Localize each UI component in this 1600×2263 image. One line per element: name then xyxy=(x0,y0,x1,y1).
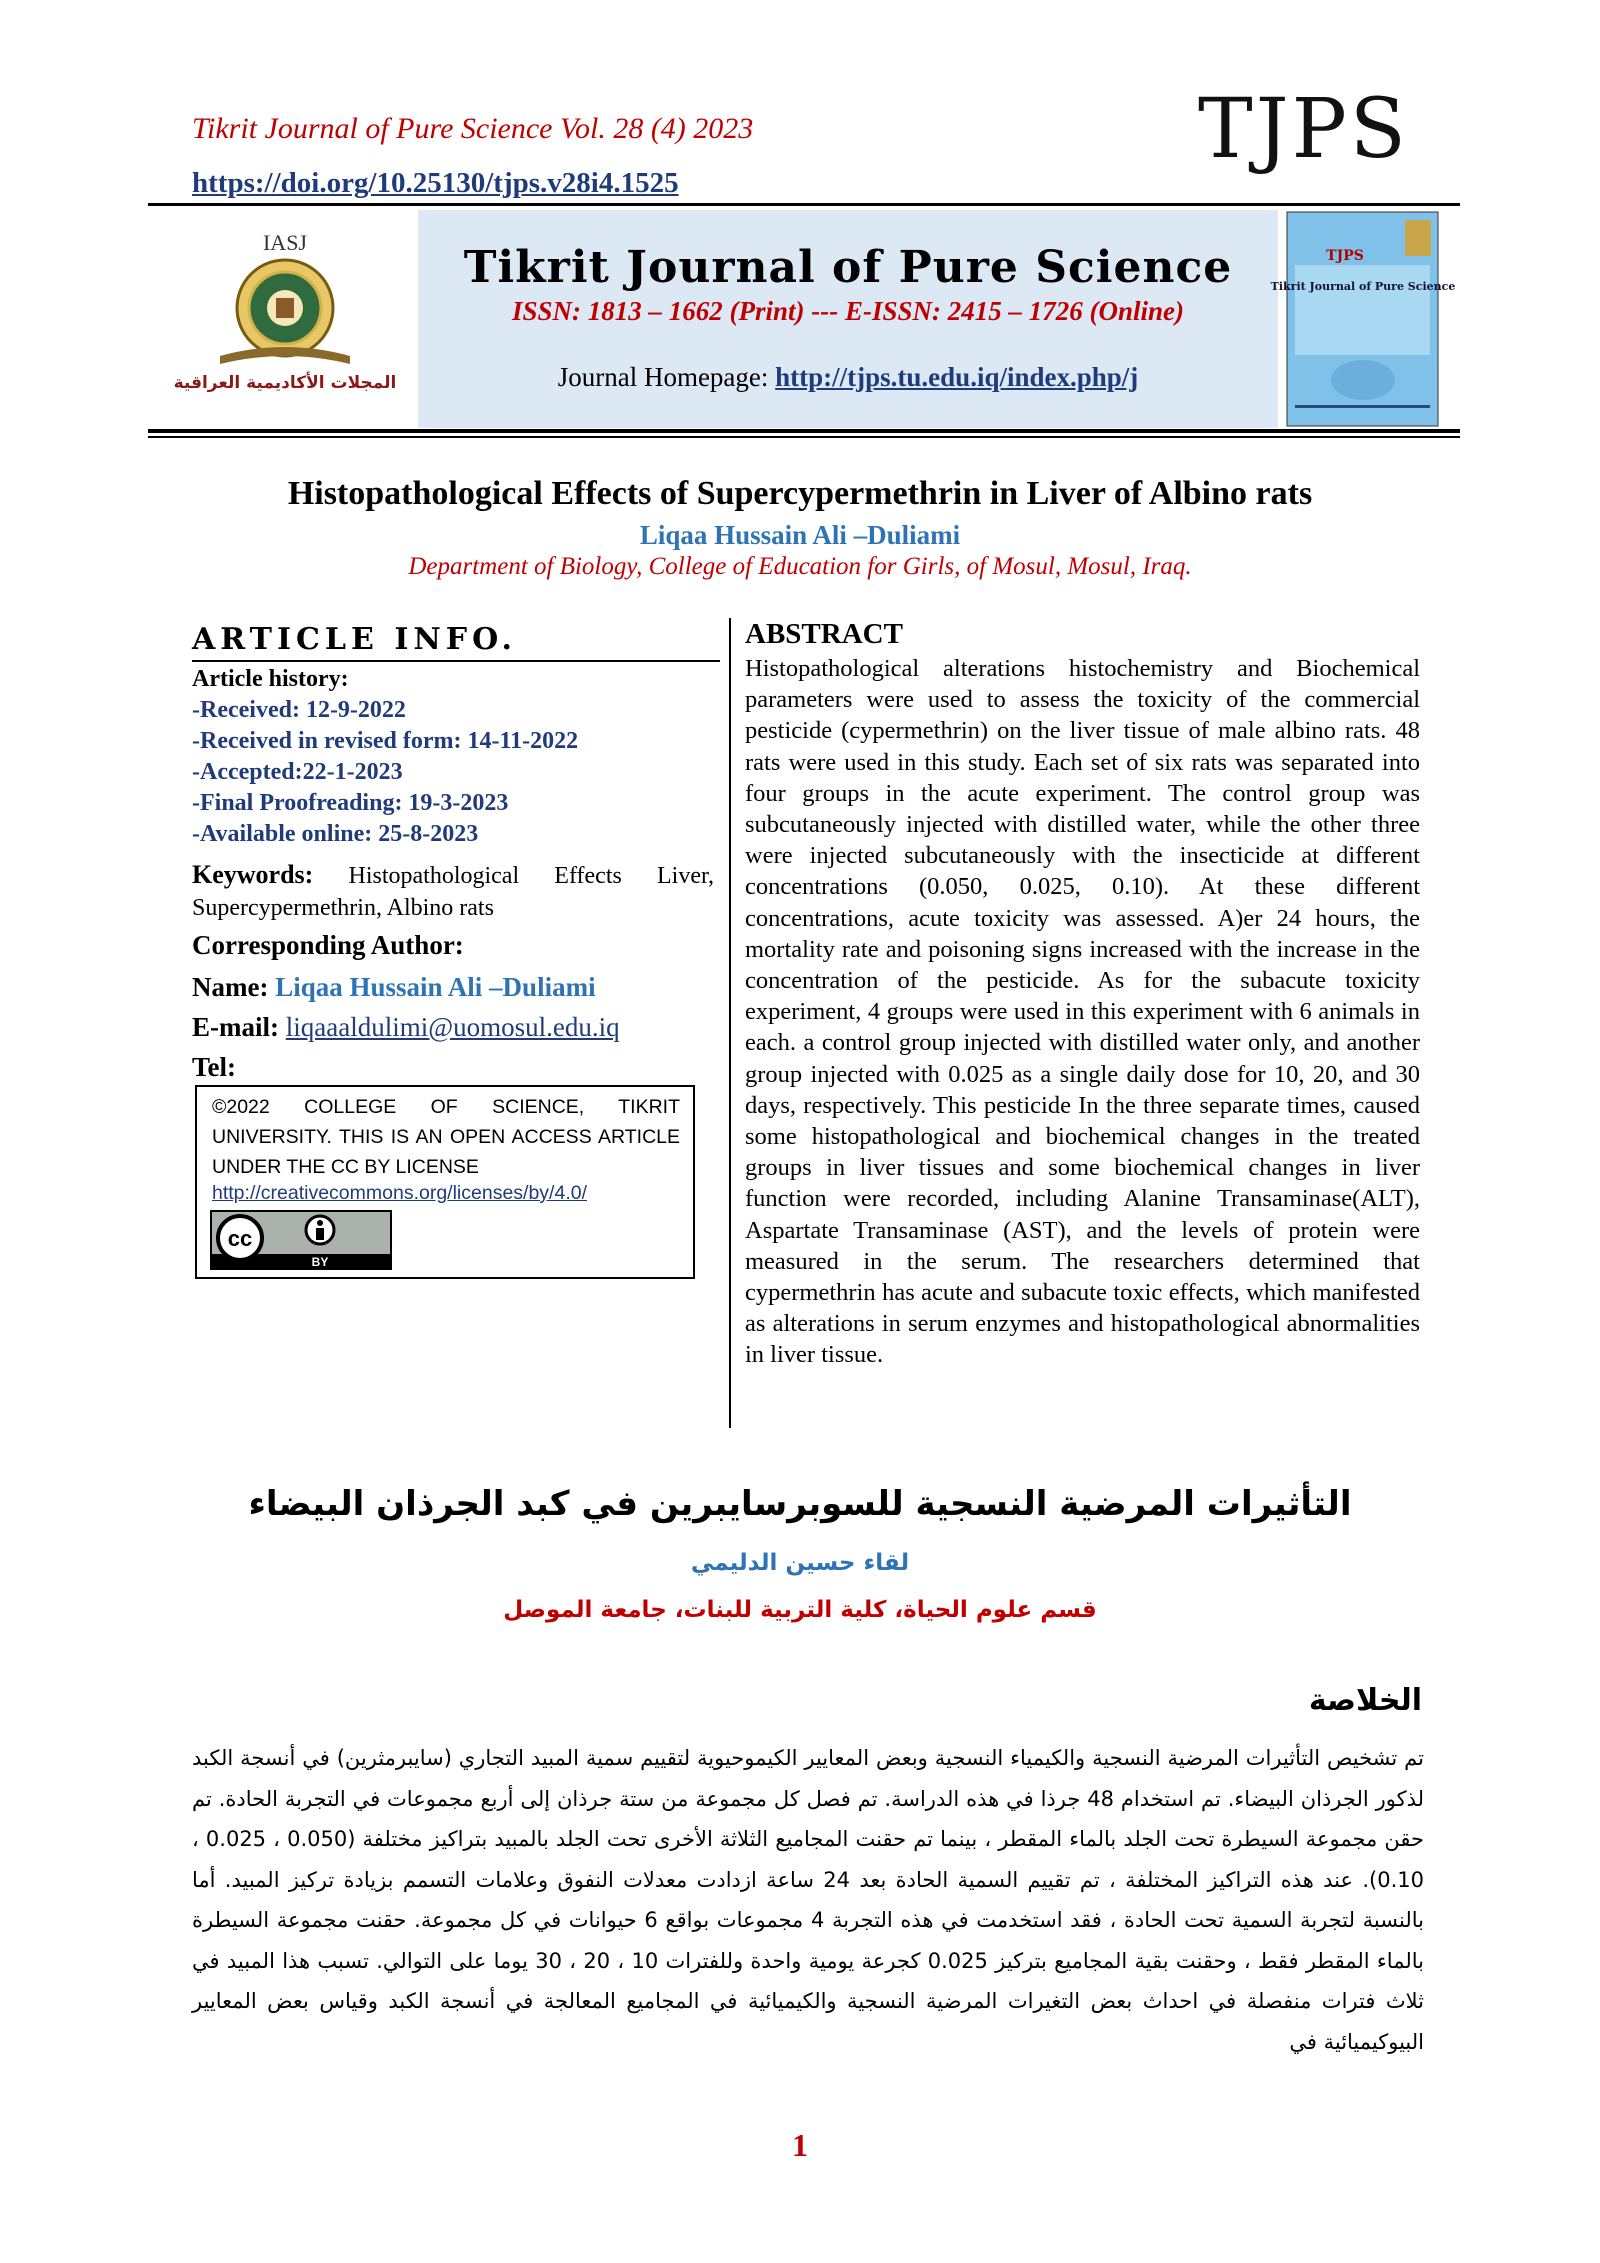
tel-label: Tel: xyxy=(192,1052,237,1082)
iasj-label: IASJ xyxy=(262,230,308,255)
name-value: Liqaa Hussain Ali –Duliami xyxy=(275,972,596,1002)
arabic-abstract-text: تم تشخيص التأثيرات المرضية النسجية والكيمياء النسجية وبعض المعايير الكيموحيوية لتقييم سمية المبيد التجاري (سايبرمثرين) في أنسجة الكبد لذكور الجرذان البيضاء. تم استخدام 48 جرذا في هذه الدراسة. تم فصل كل مجموعة من ستة جرذان إلى أربع مجموعات في التجربة الحادة. تم حقن مجموعة السيطرة تحت الجلد بالماء المقطر ، بينما تم حقنت المجاميع الثلاثة الأخرى تحت الجلد بالمبيد بتراكيز مختلفة (0.050 ، 0.025 ، 0.10). عند هذه التراكيز المختلفة ، تم تقييم السمية الحادة بعد 24 ساعة ازدادت معدلات النفوق وعلامات التسمم بزيادة تركيز المبيد. أما بالنسبة لتجربة السمية تحت الحادة ، فقد استخدمت في هذه التجربة 4 مجموعات بواقع 6 حيوانات في كل مجموعة. حقنت مجموعة السيطرة بالماء المقطر فقط ، وحقنت بقية المجاميع بتركيز 0.025 كجرعة يومية واحدة وللفترات 10 ، 20 ، 30 يوما على التوالي. تسبب هذا المبيد في ثلاث فترات منفصلة في احداث بعض التغيرات المرضية النسجية والكيميائية في المجاميع المعالجة في أنسجة الكبد وقياس بعض المعايير البيوكيميائية في xyxy=(192,1746,1425,2054)
author-name-row xyxy=(192,972,596,1003)
journal-citation: Tikrit Journal of Pure Science Vol. 28 (4) 2023 xyxy=(192,112,754,145)
homepage-label: Journal Homepage: xyxy=(557,362,769,392)
corresponding-author-label: Corresponding Author: xyxy=(192,930,464,960)
paper-affiliation: Department of Biology, College of Education for Girls, of Mosul, Mosul, Iraq. xyxy=(408,553,1192,580)
banner-rule-thin xyxy=(148,436,1460,438)
banner-rule xyxy=(148,429,1460,433)
abstract-heading: ABSTRACT xyxy=(745,618,903,650)
article-info-rule xyxy=(192,660,720,662)
email-link[interactable]: liqaaaldulimi@uomosul.edu.iq xyxy=(285,1012,620,1042)
article-info-heading: ARTICLE INFO. xyxy=(192,622,517,657)
license-text: ©2022 COLLEGE OF SCIENCE, TIKRIT UNIVERSITY. THIS IS AN OPEN ACCESS ARTICLE UNDER THE CC BY LICENSE xyxy=(212,1096,680,1178)
article-history-label: Article history: xyxy=(192,666,349,692)
tjps-logo: TJPS xyxy=(1198,82,1409,177)
cc-by-badge[interactable] xyxy=(210,1210,392,1270)
email-row xyxy=(192,1012,620,1043)
arabic-author: لقاء حسين الدليمي xyxy=(690,1550,910,1576)
available-date: -Available online: 25-8-2023 xyxy=(192,821,479,847)
arabic-affiliation: قسم علوم الحياة، كلية التربية للبنات، جامعة الموصل xyxy=(503,1597,1097,1623)
revised-date: -Received in revised form: 14-11-2022 xyxy=(192,728,579,754)
journal-cover-image xyxy=(1270,210,1456,428)
doi-link[interactable]: https://doi.org/10.25130/tjps.v28i4.1525 xyxy=(192,167,679,199)
name-label: Name: xyxy=(192,972,269,1002)
iasj-arabic: المجلات الأكاديمية العراقية xyxy=(173,373,397,393)
abstract-text: Histopathological alterations histochemistry and Biochemical parameters were used to assess the toxicity of the commercial pesticide (cypermethrin) on the liver tissue of male albino rats. 48 rats were used in this study. Each set of six rats was separated into four groups in the acute experiment. The control group was subcutaneously injected with distilled water, while the other three were injected subcutaneously with the insecticide at different concentrations (0.050, 0.025, 0.10). At these different concentrations, acute toxicity was assessed. A)er 24 hours, the mortality rate and poisoning signs increased with the increase in the concentration of the pesticide. As for the subacute toxicity experiment, 4 groups were used in this experiment with 6 animals in each. a control group injected with distilled water only, and another group injected with 0.025 as a single daily dose for 10, 20, and 30 days, respectively. This pesticide In the three separate times, caused some histopathological and biochemical changes in the treated groups in liver tissues and some biochemical changes in liver function were recorded, including Alanine Transaminase(ALT), Aspartate Transaminase (AST), and the levels of protein were measured in the serum. The researchers determined that cypermethrin has acute and subacute toxic effects, which manifested as alterations in serum enzymes and histopathological abnormalities in liver tissue. xyxy=(745,655,1420,1369)
cover-title: Tikrit Journal of Pure Science xyxy=(1270,280,1456,293)
homepage-link[interactable]: http://tjps.tu.edu.iq/index.php/j xyxy=(775,362,1139,392)
keywords xyxy=(192,859,714,924)
issn-line: ISSN: 1813 – 1662 (Print) --- E-ISSN: 2415 – 1726 (Online) xyxy=(511,296,1185,326)
paper-title: Histopathological Effects of Supercypermethrin in Liver of Albino rats xyxy=(287,475,1313,512)
journal-homepage xyxy=(418,362,1278,393)
header-rule xyxy=(148,203,1460,206)
license-link[interactable]: http://creativecommons.org/licenses/by/4.0/ xyxy=(212,1182,588,1204)
cc-icon: cc xyxy=(227,1226,253,1251)
arabic-abstract-heading: الخلاصة xyxy=(1308,1683,1422,1718)
keywords-label: Keywords: xyxy=(192,860,314,889)
cover-tjps: TJPS xyxy=(1326,248,1364,264)
keywords-value: Histopathological Effects Liver, Supercypermethrin, Albino rats xyxy=(192,863,714,921)
by-label: BY xyxy=(311,1255,329,1269)
paper-author: Liqaa Hussain Ali –Duliami xyxy=(639,520,961,550)
accepted-date: -Accepted:22-1-2023 xyxy=(192,759,403,785)
email-label: E-mail: xyxy=(192,1012,279,1042)
proofreading-date: -Final Proofreading: 19-3-2023 xyxy=(192,790,509,816)
received-date: -Received: 12-9-2022 xyxy=(192,697,406,723)
column-divider xyxy=(729,618,731,1428)
iasj-logo xyxy=(160,228,410,398)
arabic-title: التأثيرات المرضية النسجية للسوبرسايبرين في كبد الجرذان البيضاء xyxy=(248,1484,1352,1524)
page-number: 1 xyxy=(792,2127,808,2163)
banner-journal-title: Tikrit Journal of Pure Science xyxy=(463,242,1233,293)
